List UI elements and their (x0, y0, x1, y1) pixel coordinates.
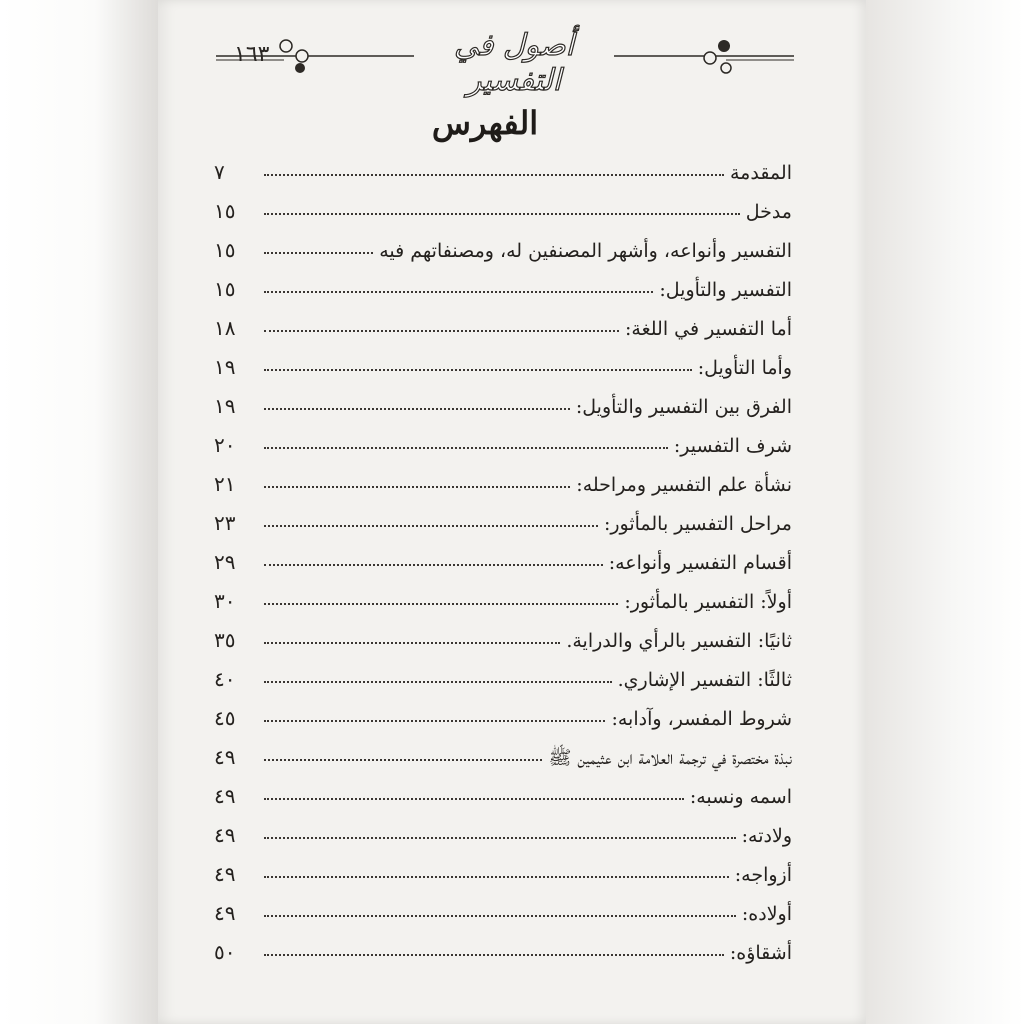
toc-entry-page: ١٥ (214, 199, 236, 223)
toc-entry-title: اسمه ونسبه: (689, 786, 792, 808)
toc-leader-dots (264, 406, 570, 410)
toc-entry-title: ثالثًا: التفسير الإشاري. (617, 669, 792, 691)
toc-entry (214, 472, 792, 511)
toc-entry (214, 706, 792, 745)
toc-entry-page: ٤٩ (214, 784, 236, 808)
toc-leader-dots (264, 211, 740, 215)
toc-leader-dots (264, 367, 692, 371)
left-page-edge (0, 0, 158, 1024)
table-of-contents (214, 160, 792, 979)
toc-leader-dots (264, 952, 724, 956)
toc-entry-title: التفسير وأنواعه، وأشهر المصنفين له، ومصنفاتهم فيه (379, 240, 792, 262)
toc-entry-page: ٧ (214, 160, 225, 184)
toc-entry-title: التفسير والتأويل: (659, 279, 792, 301)
page-number: ١٦٣ (234, 42, 270, 67)
toc-entry-title: أولاده: (741, 903, 792, 925)
index-heading: الفهرس (431, 104, 539, 142)
toc-entry-title: ولادته: (741, 825, 792, 847)
toc-entry-title: شروط المفسر، وآدابه: (611, 708, 792, 730)
toc-entry-title: نبذة مختصرة في ترجمة العلامة ابن عثيمين ﷺ (548, 747, 792, 769)
toc-entry-page: ٣٠ (214, 589, 236, 613)
toc-leader-dots (264, 601, 618, 605)
toc-leader-dots (264, 484, 570, 488)
toc-entry-title: مدخل (745, 201, 792, 223)
toc-leader-dots (264, 835, 736, 839)
right-page-edge (866, 0, 1024, 1024)
toc-entry-page: ٥٠ (214, 940, 236, 964)
toc-entry-page: ٢٣ (214, 511, 236, 535)
toc-entry-title: نشأة علم التفسير ومراحله: (576, 474, 792, 496)
toc-entry (214, 394, 792, 433)
toc-entry (214, 316, 792, 355)
toc-entry (214, 901, 792, 940)
toc-leader-dots (264, 445, 668, 449)
toc-entry-title: شرف التفسير: (673, 435, 792, 457)
toc-entry (214, 433, 792, 472)
toc-entry-page: ١٥ (214, 238, 236, 262)
toc-entry-title: المقدمة (729, 162, 792, 184)
toc-entry-page: ١٩ (214, 355, 236, 379)
toc-entry-title: أشقاؤه: (729, 942, 792, 964)
toc-entry (214, 199, 792, 238)
toc-leader-dots (264, 874, 729, 878)
toc-leader-dots (264, 718, 605, 722)
toc-entry-page: ٤٩ (214, 823, 236, 847)
toc-leader-dots (264, 796, 684, 800)
toc-leader-dots (264, 640, 560, 644)
toc-leader-dots (264, 757, 542, 761)
toc-entry (214, 940, 792, 979)
toc-entry-title: ثانيًا: التفسير بالرأي والدراية. (566, 630, 792, 652)
running-title: أصول في التفسير (454, 28, 574, 98)
toc-entry-title: أقسام التفسير وأنواعه: (608, 552, 792, 574)
toc-entry-page: ٤٩ (214, 862, 236, 886)
toc-entry-page: ٤٥ (214, 706, 236, 730)
toc-entry (214, 550, 792, 589)
toc-leader-dots (264, 679, 612, 683)
toc-leader-dots (264, 172, 724, 176)
toc-entry (214, 238, 792, 277)
toc-entry-page: ١٩ (214, 394, 236, 418)
toc-leader-dots (264, 913, 736, 917)
toc-leader-dots (264, 328, 619, 332)
toc-leader-dots (264, 523, 598, 527)
toc-entry-title: وأما التأويل: (697, 357, 792, 379)
toc-entry (214, 589, 792, 628)
toc-leader-dots (264, 562, 603, 566)
toc-entry-page: ٤٩ (214, 745, 236, 769)
toc-entry-title: أزواجه: (734, 864, 792, 886)
toc-entry (214, 355, 792, 394)
toc-entry-page: ٢١ (214, 472, 236, 496)
toc-entry (214, 160, 792, 199)
toc-entry-page: ٣٥ (214, 628, 236, 652)
toc-entry (214, 823, 792, 862)
toc-entry (214, 784, 792, 823)
toc-entry-title: أولاً: التفسير بالمأثور: (624, 591, 792, 613)
toc-entry-page: ١٥ (214, 277, 236, 301)
toc-entry-page: ٤٠ (214, 667, 236, 691)
toc-entry-page: ٢٩ (214, 550, 236, 574)
toc-entry-title: الفرق بين التفسير والتأويل: (575, 396, 792, 418)
toc-entry (214, 862, 792, 901)
toc-entry-page: ٤٩ (214, 901, 236, 925)
toc-entry (214, 277, 792, 316)
toc-leader-dots (264, 289, 653, 293)
toc-entry (214, 628, 792, 667)
page-header (214, 24, 796, 98)
toc-entry-page: ١٨ (214, 316, 236, 340)
toc-entry-title: أما التفسير في اللغة: (625, 318, 792, 340)
toc-entry (214, 667, 792, 706)
toc-leader-dots (264, 250, 373, 254)
toc-entry-title: مراحل التفسير بالمأثور: (603, 513, 792, 535)
toc-entry-page: ٢٠ (214, 433, 236, 457)
toc-entry (214, 745, 792, 784)
toc-entry (214, 511, 792, 550)
